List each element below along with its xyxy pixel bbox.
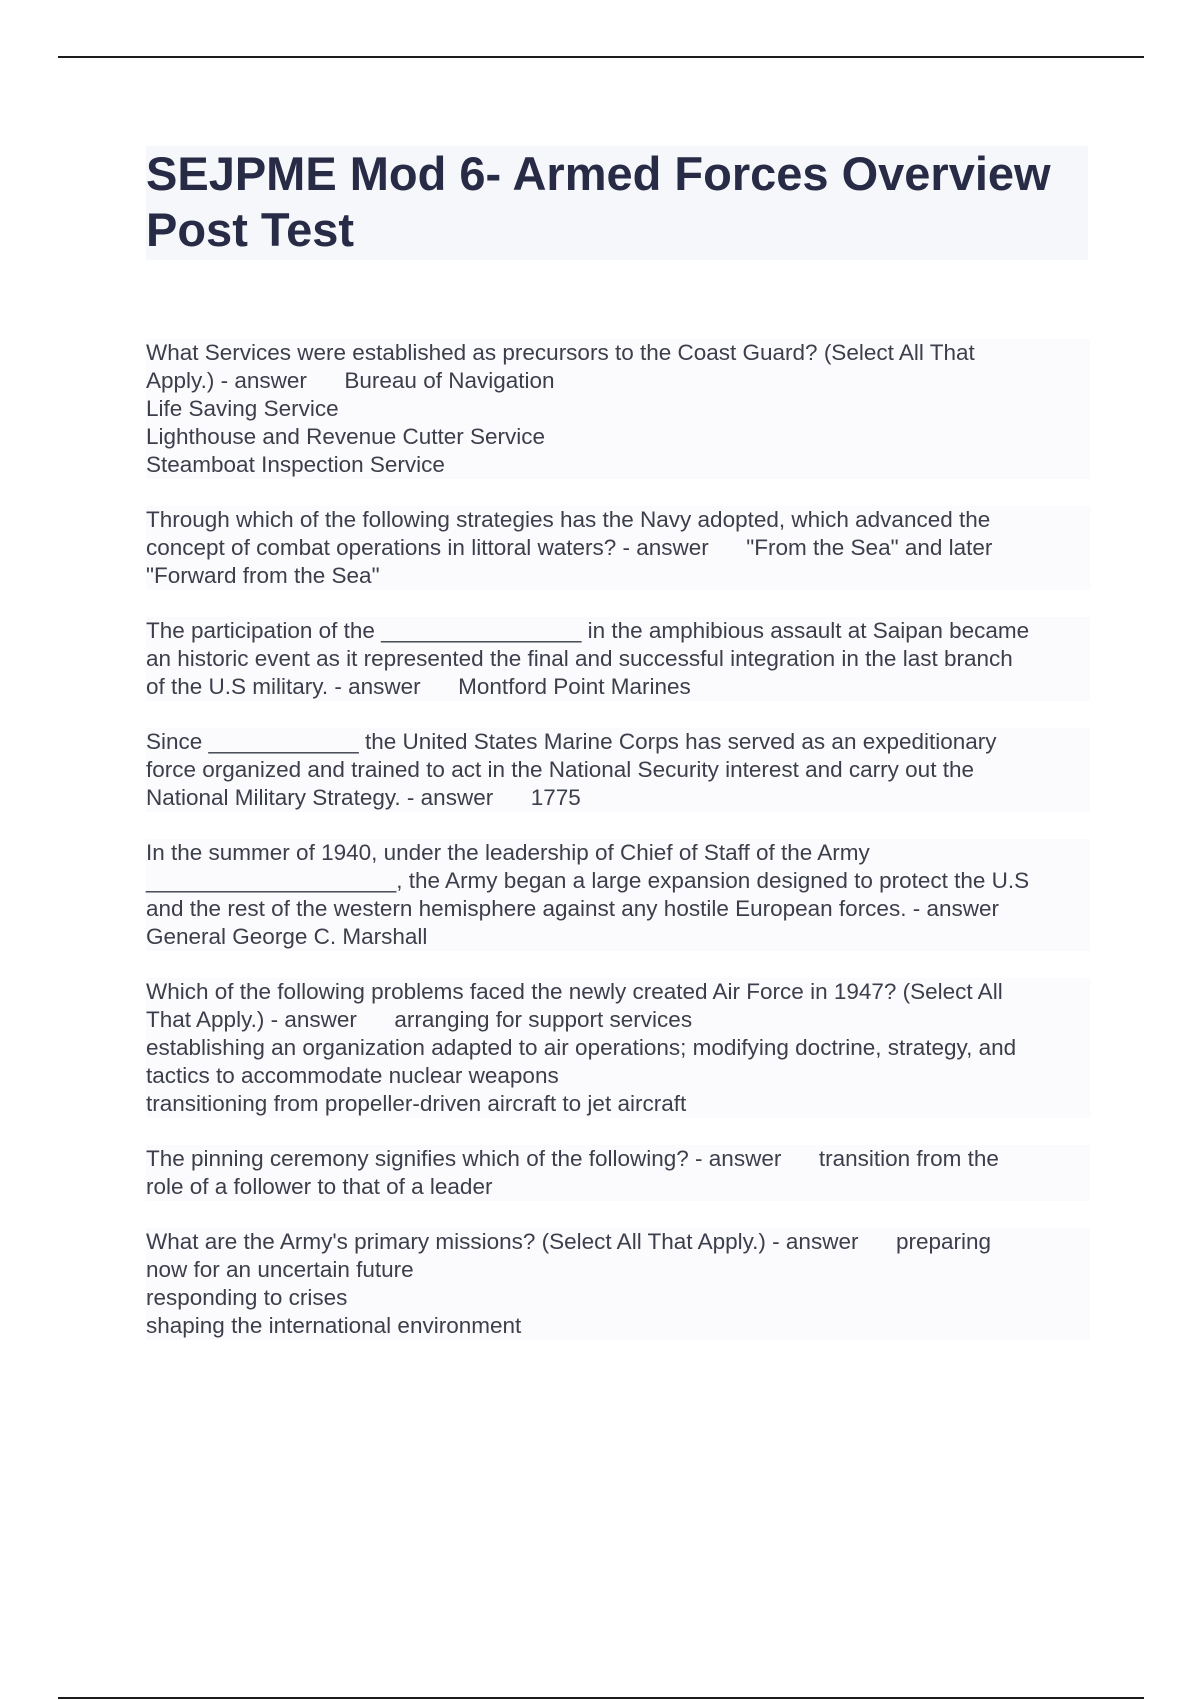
question-line: now for an uncertain future	[146, 1257, 414, 1282]
question-line: Which of the following problems faced the newly created Air Force in 1947? (Select All	[146, 979, 1003, 1004]
question-line: role of a follower to that of a leader	[146, 1174, 493, 1199]
question-line: The pinning ceremony signifies which of the following? - answer transition from the	[146, 1146, 999, 1171]
question-item	[146, 839, 1090, 951]
question-item	[146, 1145, 1090, 1201]
question-item	[146, 1228, 1090, 1340]
question-line: Apply.) - answer Bureau of Navigation	[146, 368, 555, 393]
document-title: SEJPME Mod 6- Armed Forces Overview Post Test	[146, 146, 1088, 260]
question-line: "Forward from the Sea"	[146, 563, 380, 588]
question-item	[146, 617, 1090, 701]
question-line: Lighthouse and Revenue Cutter Service	[146, 424, 546, 449]
question-line: Steamboat Inspection Service	[146, 452, 445, 477]
question-line: What Services were established as precursors to the Coast Guard? (Select All That	[146, 340, 975, 365]
bottom-rule	[58, 1697, 1144, 1699]
question-line: establishing an organization adapted to air operations; modifying doctrine, strategy, and	[146, 1035, 1017, 1060]
question-line: In the summer of 1940, under the leadership of Chief of Staff of the Army	[146, 840, 870, 865]
question-line: responding to crises	[146, 1285, 348, 1310]
question-line: and the rest of the western hemisphere against any hostile European forces. - answer	[146, 896, 999, 921]
question-line: Since ____________ the United States Marine Corps has served as an expeditionary	[146, 729, 997, 754]
question-line: force organized and trained to act in the National Security interest and carry out the	[146, 757, 974, 782]
question-line: ____________________, the Army began a large expansion designed to protect the U.S	[146, 868, 1030, 893]
question-line: of the U.S military. - answer Montford Point Marines	[146, 674, 691, 699]
question-line: an historic event as it represented the final and successful integration in the last branch	[146, 646, 1013, 671]
question-line: The participation of the ________________ in the amphibious assault at Saipan became	[146, 618, 1030, 643]
question-item	[146, 728, 1090, 812]
question-line: Life Saving Service	[146, 396, 339, 421]
question-list	[146, 339, 1090, 1367]
question-item	[146, 506, 1090, 590]
question-line: concept of combat operations in littoral waters? - answer "From the Sea" and later	[146, 535, 993, 560]
top-rule	[58, 56, 1144, 58]
question-line: tactics to accommodate nuclear weapons	[146, 1063, 559, 1088]
question-item	[146, 978, 1090, 1118]
question-line: shaping the international environment	[146, 1313, 522, 1338]
question-line: transitioning from propeller-driven aircraft to jet aircraft	[146, 1091, 687, 1116]
question-line: Through which of the following strategies has the Navy adopted, which advanced the	[146, 507, 991, 532]
question-item	[146, 339, 1090, 479]
question-line: What are the Army's primary missions? (Select All That Apply.) - answer preparing	[146, 1229, 992, 1254]
question-line: National Military Strategy. - answer 1775	[146, 785, 581, 810]
question-line: General George C. Marshall	[146, 924, 428, 949]
question-line: That Apply.) - answer arranging for support services	[146, 1007, 693, 1032]
